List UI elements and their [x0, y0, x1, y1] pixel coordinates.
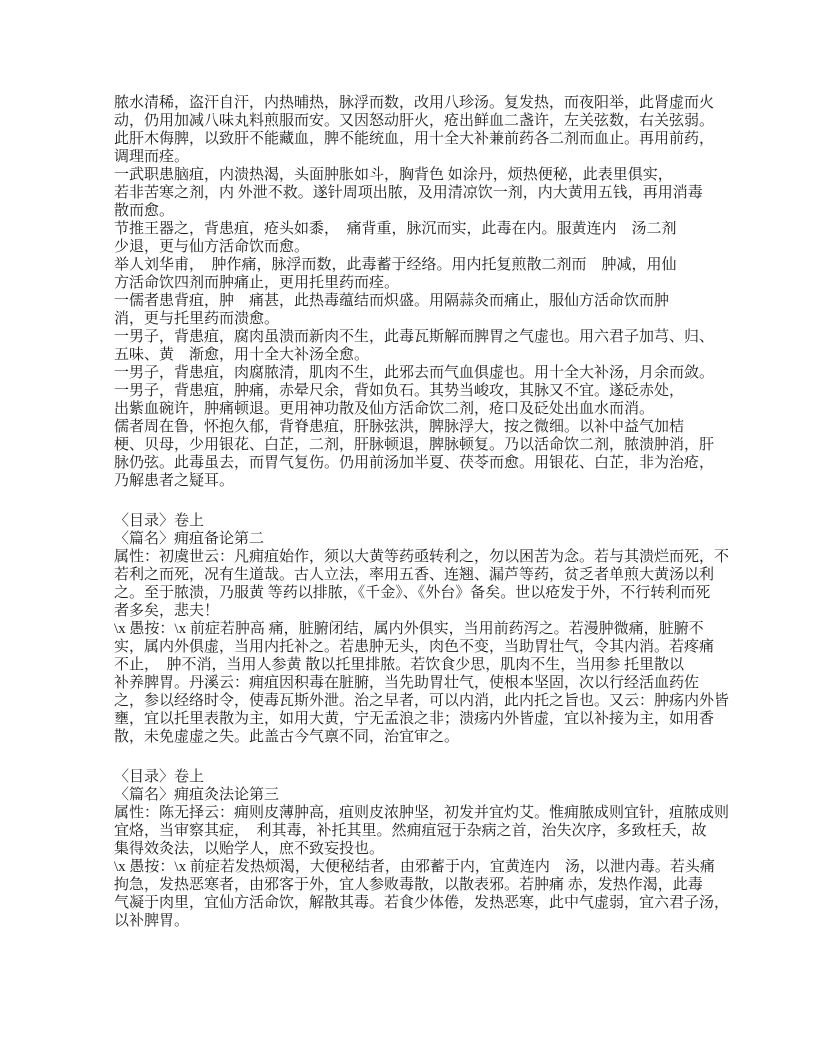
- text-line: 消，更与托里药而溃愈。: [114, 311, 280, 327]
- text-line: 以补脾胃。: [114, 913, 190, 929]
- text-line: 儒者周在鲁，怀抱久郁，背脊患疽，肝脉弦洪，脾脉浮大，按之微细。以补中益气加桔: [114, 419, 685, 435]
- text-line: 气凝于肉里，宜仙方活命饮，解散其毒。若食少体倦，发热恶寒，此中气虚弱，宜六君子汤，: [114, 895, 730, 911]
- text-line: 此肝木侮脾，以致肝不能藏血，脾不能统血，用十全大补兼前药各二剂而血止。再用前药，: [114, 131, 715, 147]
- text-line: 〈篇名〉痈疽灸法论第三: [114, 787, 280, 803]
- text-line: 〈目录〉卷上: [114, 769, 205, 785]
- text-line: 实，属内外俱虚，当用内托补之。若患肿无头，肉色不变，当助胃壮气，令其内消。若疼痛: [114, 639, 715, 655]
- text-line: 方活命饮四剂而肿痛止，更用托里药而痊。: [114, 275, 400, 291]
- section-yongju-beilun-2: [114, 512, 764, 746]
- text-line: 属性：陈无择云：痈则皮薄肿高，疽则皮浓肿坚，初发并宜灼艾。惟痈脓成则宜针，疽脓成则: [114, 805, 730, 821]
- text-line: 集得效灸法，以贻学人，庶不致妄投也。: [114, 841, 385, 857]
- text-line: 动，仍用加减八味丸料煎服而安。又因怒动肝火，疮出鲜血二盏许，左关弦数，右关弦弱。: [114, 113, 715, 129]
- text-line: 者多矣，悲夫！: [114, 603, 220, 619]
- text-line: \x 愚按：\x 前症若发热烦渴，大便秘结者，由邪蓄于内，宜黄连内 汤，以泄内毒。若头痛: [114, 859, 715, 875]
- text-line: 壅，宜以托里表散为主，如用大黄，宁无孟浪之非；溃疡内外皆虚，宜以补接为主，如用香: [114, 711, 715, 727]
- text-line: 散而愈。: [114, 203, 175, 219]
- text-line: 出紫血碗许，肿痛顿退。更用神功散及仙方活命饮二剂，疮口及砭处出血水而消。: [114, 401, 655, 417]
- text-line: 拘急，发热恶寒者，由邪客于外，宜人参败毒散，以散表邪。若肿痛 赤，发热作渴，此毒: [114, 877, 703, 893]
- text-line: 一男子，背患疽，肉腐脓清，肌肉不生，此邪去而气血俱虚也。用十全大补汤，月余而敛。: [114, 365, 715, 381]
- text-line: 补养脾胃。丹溪云：痈疽因积毒在脏腑，当先助胃壮气，使根本坚固，次以行经活血药佐: [114, 675, 700, 691]
- text-line: 梗、贝母，少用银花、白芷，二剂，肝脉顿退，脾脉顿复。乃以活命饮二剂，脓溃肿消，肝: [114, 437, 715, 453]
- text-line: 一男子，背患疽，肿痛，赤晕尺余，背如负石。其势当峻攻，其脉又不宜。遂砭赤处，: [114, 383, 685, 399]
- text-line: 脉仍弦。此毒虽去，而胃气复伤。仍用前汤加半夏、茯苓而愈。用银花、白芷，非为治疮，: [114, 455, 715, 471]
- text-line: 一男子，背患疽，腐肉虽溃而新肉不生，此毒瓦斯解而脾胃之气虚也。用六君子加芎、归、: [114, 329, 715, 345]
- text-line: 若利之而死，况有生道哉。古人立法，率用五香、连翘、漏芦等药，贫乏者单煎大黄汤以利: [114, 567, 715, 583]
- section-medical-cases: [114, 94, 764, 490]
- text-line: 宜烙，当审察其症， 利其毒，补托其里。然痈疽冠于杂病之首，治失次序，多致枉夭，故: [114, 823, 707, 839]
- text-line: 不止， 肿不消，当用人参黄 散以托里排脓。若饮食少思，肌肉不生，当用参 托里散以: [114, 657, 685, 673]
- text-line: 之，参以经络时令，使毒瓦斯外泄。治之早者，可以内消，此内托之旨也。又云：肿疡内外皆: [114, 693, 730, 709]
- text-line: \x 愚按：\x 前症若肿高 痛，脏腑闭结，属内外俱实，当用前药泻之。若漫肿微痛，脏腑不: [114, 621, 704, 637]
- text-line: 之。至于脓溃，乃服黄 等药以排脓，《千金》、《外台》备矣。世以疮发于外，不行转利而死: [114, 585, 711, 601]
- text-line: 〈篇名〉痈疽备论第二: [114, 531, 265, 547]
- text-line: 乃解患者之疑耳。: [114, 473, 235, 489]
- section-gap: [114, 490, 764, 512]
- text-line: 散，未免虚虚之失。此盖古今气禀不同，治宜审之。: [114, 729, 460, 745]
- text-line: 一武职患脑疽，内溃热渴，头面肿胀如斗，胸背色 如涂丹，烦热便秘，此表里俱实，: [114, 167, 673, 183]
- text-line: 举人刘华甫， 肿作痛，脉浮而数，此毒蓄于经络。用内托复煎散二剂而 肿减，用仙: [114, 257, 677, 273]
- text-line: 〈目录〉卷上: [114, 513, 205, 529]
- text-line: 若非苦寒之剂，内 外泄不救。遂针周项出脓，及用清凉饮一剂，内大黄用五钱，再用消毒: [114, 185, 703, 201]
- text-line: 节推王器之，背患疽，疮头如黍， 痛背重，脉沉而实，此毒在内。服黄连内 汤二剂: [114, 221, 677, 237]
- text-line: 少退，更与仙方活命饮而愈。: [114, 239, 310, 255]
- text-line: 一儒者患背疽，肿 痛甚，此热毒蕴结而炽盛。用隔蒜灸而痛止，服仙方活命饮而肿: [114, 293, 670, 309]
- document-text: [114, 94, 764, 930]
- section-yongju-jiufa-3: [114, 768, 764, 930]
- text-line: 调理而痊。: [114, 149, 190, 165]
- section-gap: [114, 746, 764, 768]
- text-line: 五味、黄 渐愈，用十全大补汤全愈。: [114, 347, 370, 363]
- text-line: 脓水清稀，盗汗自汗，内热晡热，脉浮而数，改用八珍汤。复发热，而夜阳举，此肾虚而火: [114, 95, 715, 111]
- text-line: 属性：初虞世云：凡痈疽始作，须以大黄等药亟转利之，勿以困苦为念。若与其溃烂而死，不: [114, 549, 730, 565]
